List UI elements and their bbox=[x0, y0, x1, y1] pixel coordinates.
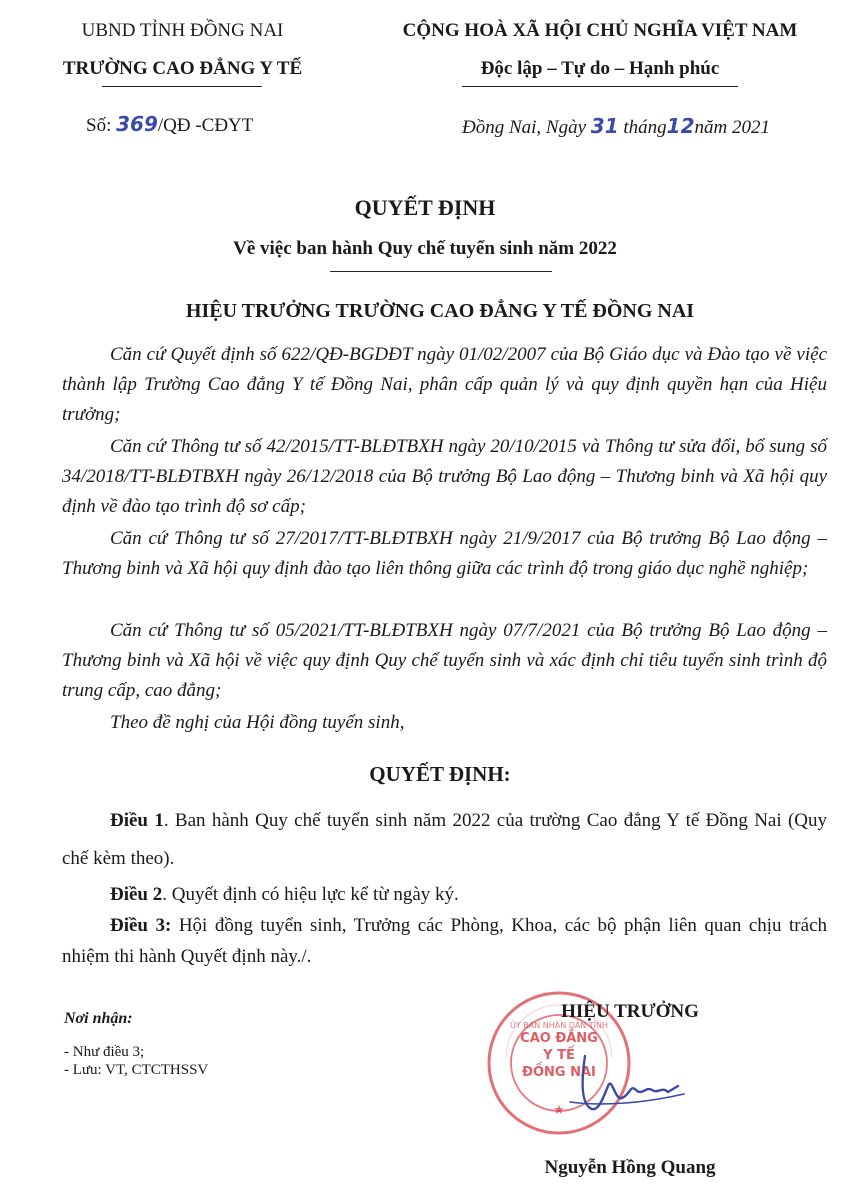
legal-basis-2: Căn cứ Thông tư số 42/2015/TT-BLĐTBXH ngày 20/10/2015 và Thông tư sửa đổi, bổ sung số 34/2018/TT-BLĐTBXH ngày 26/12/2018 của Bộ trưởng Bộ Lao động – Thương binh và Xã hội quy định về đào tạo trình độ sơ cấp; bbox=[62, 436, 827, 517]
date-prefix: Đồng Nai, Ngày bbox=[462, 117, 587, 138]
article-1-label: Điều 1 bbox=[110, 810, 164, 831]
legal-basis-1: Căn cứ Quyết định số 622/QĐ-BGDĐT ngày 01/02/2007 của Bộ Giáo dục và Đào tạo về việc thành lập Trường Cao đẳng Y tế Đồng Nai, phân cấp quản lý và quy định quyền hạn của Hiệu trưởng; bbox=[62, 344, 827, 425]
national-title: CỘNG HOÀ XÃ HỘI CHỦ NGHĨA VIỆT NAM bbox=[402, 20, 798, 41]
issuer-underline bbox=[102, 86, 262, 87]
article-2-text: . Quyết định có hiệu lực kể từ ngày ký. bbox=[162, 884, 459, 905]
stamp-line: Y TẾ bbox=[543, 1048, 575, 1063]
signer-name: Nguyễn Hồng Quang bbox=[544, 1157, 716, 1178]
issuer-school: TRƯỜNG CAO ĐẲNG Y TẾ bbox=[62, 58, 303, 79]
number-handwritten: 369 bbox=[116, 112, 158, 136]
document-date bbox=[462, 114, 770, 139]
national-motto: Độc lập – Tự do – Hạnh phúc bbox=[480, 58, 720, 79]
recipient-item: - Như điều 3; bbox=[64, 1044, 145, 1060]
svg-text:★: ★ bbox=[553, 1102, 565, 1117]
document-title: QUYẾT ĐỊNH bbox=[354, 195, 496, 220]
signature-scribble bbox=[560, 1046, 700, 1126]
signer-title: HIỆU TRƯỞNG bbox=[561, 1001, 699, 1022]
article-1 bbox=[62, 802, 827, 878]
article-3-label: Điều 3: bbox=[110, 915, 172, 936]
document-number bbox=[86, 112, 253, 137]
article-3-text: Hội đồng tuyển sinh, Trưởng các Phòng, Khoa, các bộ phận liên quan chịu trách nhiệm thi hành Quyết định này./. bbox=[62, 915, 828, 967]
article-2 bbox=[62, 880, 827, 910]
document-subject: Về việc ban hành Quy chế tuyển sinh năm 2022 bbox=[233, 238, 617, 259]
article-2-label: Điều 2 bbox=[110, 884, 163, 905]
motto-underline bbox=[462, 86, 738, 87]
date-day: 31 bbox=[590, 114, 619, 138]
recipient-item: - Lưu: VT, CTCTHSSV bbox=[64, 1062, 209, 1078]
issuing-authority: HIỆU TRƯỞNG TRƯỜNG CAO ĐẲNG Y TẾ ĐỒNG NAI bbox=[185, 300, 695, 322]
legal-basis-3: Căn cứ Thông tư số 27/2017/TT-BLĐTBXH ngày 21/9/2017 của Bộ trưởng Bộ Lao động – Thương binh và Xã hội quy định đào tạo liên thông giữa các trình độ trong giáo dục nghề nghiệp; bbox=[62, 528, 827, 579]
stamp-line: ĐỒNG NAI bbox=[522, 1065, 596, 1080]
issuer-authority: UBND TỈNH ĐỒNG NAI bbox=[81, 20, 284, 41]
decision-heading: QUYẾT ĐỊNH: bbox=[369, 762, 511, 786]
subject-underline bbox=[330, 271, 552, 272]
stamp-line: CAO ĐẲNG bbox=[520, 1031, 598, 1046]
recipients-heading: Nơi nhận: bbox=[64, 1010, 133, 1027]
number-prefix: Số: bbox=[86, 115, 112, 136]
number-suffix: /QĐ -CĐYT bbox=[157, 115, 254, 136]
legal-basis-5: Theo đề nghị của Hội đồng tuyển sinh, bbox=[110, 712, 405, 733]
handwritten-signature bbox=[560, 1046, 700, 1126]
date-year: năm 2021 bbox=[694, 117, 770, 138]
legal-basis-4: Căn cứ Thông tư số 05/2021/TT-BLĐTBXH ngày 07/7/2021 của Bộ trưởng Bộ Lao động – Thương binh và Xã hội về việc quy định Quy chế tuyển sinh và xác định chỉ tiêu tuyển sinh trình độ trung cấp, cao đẳng; bbox=[62, 620, 827, 701]
date-month: 12 bbox=[666, 114, 695, 138]
article-1-text: . Ban hành Quy chế tuyển sinh năm 2022 của trường Cao đẳng Y tế Đồng Nai (Quy chế kèm theo). bbox=[62, 810, 828, 869]
date-month-label: tháng bbox=[623, 117, 667, 138]
article-3 bbox=[62, 910, 827, 972]
svg-text:ỦY BAN NHÂN DÂN TỈNH: ỦY BAN NHÂN DÂN TỈNH bbox=[509, 1021, 609, 1030]
